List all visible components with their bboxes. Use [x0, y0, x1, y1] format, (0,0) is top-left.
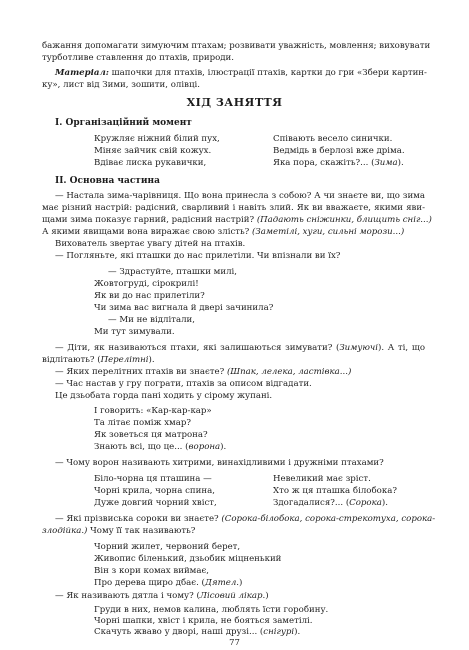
- p4-answer-2: Перелітні: [100, 355, 149, 365]
- poem2-line-2: Жовтогруді, сірокрилі!: [94, 279, 199, 289]
- poem4-right-3: [273, 497, 388, 509]
- poem4-left-2: Чорні крила, чорна спина,: [94, 486, 215, 496]
- poem3-close: ).: [220, 442, 227, 452]
- p3-line: — Погляньте, які пташки до нас прилетіли. Чи впізнали ви їх?: [55, 251, 341, 261]
- p9-text-a: — Які прізвиська сороки ви знаєте?: [55, 514, 222, 524]
- p5-answer: (Шпак, лелека, ластівка...): [226, 367, 352, 377]
- intro-line-1: бажання допомагати зимуючим птахам; розвивати уважність, мовлення; виховувати: [42, 41, 431, 51]
- materials-line-2: ку», лист від Зими, зошити, олівці.: [42, 80, 200, 90]
- poem4-left-1: Біло-чорна ця пташина —: [94, 474, 212, 484]
- p7-line: Це дзьобата горда пані ходить у сірому жупані.: [55, 391, 273, 401]
- poem6-line-2: Чорні шапки, хвіст і крила, не бояться заметілі.: [94, 616, 313, 626]
- p4-text-d: ).: [148, 355, 155, 365]
- poem5-close: .): [236, 578, 243, 588]
- poem5-line-4: [94, 577, 242, 589]
- poem2-line-3: Як ви до нас прилетіли?: [94, 291, 205, 301]
- p1-line-2: має різний настрій: радісний, сварливий і навіть злий. Як ви вважаєте, якими яви-: [42, 203, 425, 213]
- p2-line: Вихователь звертає увагу дітей на птахів.: [55, 239, 246, 249]
- poem1-answer: Зима: [374, 158, 398, 168]
- poem5-line-1: Чорний жилет, червоний берет,: [94, 542, 241, 552]
- p10-text: — Як називають дятла і чому? (: [55, 591, 200, 601]
- p1-answer-2: (Заметілі, хуги, сильні морози...): [252, 227, 405, 237]
- poem4-answer: Сорока: [349, 498, 382, 508]
- poem2-line-1: — Здрастуйте, пташки милі,: [108, 267, 238, 277]
- p1-line-1: — Настала зима-чарівниця. Що вона принесла з собою? А чи знаєте ви, що зима: [55, 191, 425, 201]
- poem5-answer: Дятел: [204, 578, 237, 588]
- poem1-right-1: Співають весело синички.: [273, 134, 393, 144]
- poem4-left-3: Дуже довгий чорний хвіст,: [94, 498, 217, 508]
- p9-line-1: [55, 513, 436, 525]
- poem5-line-2: Живопис біленький, дзьобик міцненький: [94, 554, 282, 564]
- p9-answer-2: злодійка.): [42, 526, 88, 536]
- p1-line-3-text: щами зима показує гарний, радісний настрій?: [42, 215, 255, 225]
- poem2-line-6: Ми тут зимували.: [94, 327, 175, 337]
- poem1-close: ).: [397, 158, 404, 168]
- p4-text-a: — Діти, як називаються птахи, які залишаються зимувати? (: [55, 343, 340, 353]
- p6-line: — Час настав у гру пограти, птахів за описом відгадати.: [55, 379, 312, 389]
- poem1-left-2: Міняє зайчик свій кожух.: [94, 146, 212, 156]
- p9-text-b: Чому її так називають?: [87, 526, 196, 536]
- p1-answer: (Падають сніжинки, блищить сніг...): [256, 215, 432, 225]
- p1-question-2: А якими явищами вона виражає свою злість?: [42, 227, 250, 237]
- page-number: 77: [229, 638, 240, 648]
- page-title: ХІД ЗАНЯТТЯ: [186, 96, 283, 109]
- p1-line-4: [42, 226, 404, 238]
- poem4-right-2: Хто ж ця пташка білобока?: [273, 486, 397, 496]
- poem2-line-5: — Ми не відлітали,: [108, 315, 196, 325]
- p1-line-3: [42, 214, 432, 226]
- p10-answer: Лісовий лікар: [199, 591, 263, 601]
- poem6-answer: снігурі: [263, 627, 295, 637]
- poem3-line-4: [94, 441, 226, 453]
- poem1-right-2: Ведмідь в берлозі вже дріма.: [273, 146, 405, 156]
- p10-close: .): [262, 591, 269, 601]
- materials-line-1: [55, 67, 425, 79]
- poem3-line-2: Та літає поміж хмар?: [94, 418, 191, 428]
- section-1-heading: I. Організаційний момент: [55, 118, 192, 128]
- p4-answer-1: Зимуючі: [339, 343, 378, 353]
- poem6-line-3: [94, 626, 300, 638]
- poem6-line-1: Груди в них, немов калина, люблять їсти горобину.: [94, 605, 329, 615]
- poem4-close: ).: [381, 498, 388, 508]
- p8-line: — Чому ворон називають хитрими, винахідливими і дружніми птахами?: [55, 458, 384, 468]
- poem2-line-4: Чи зима вас вигнала й двері зачинила?: [94, 303, 274, 313]
- p9-answer: (Сорока-білобока, сорока-стрекотуха, сорока-: [221, 514, 436, 524]
- section-2-heading: II. Основна частина: [55, 176, 160, 186]
- poem5-line-4-text: Про дерева щиро дбає. (: [94, 578, 205, 588]
- poem6-close: ).: [294, 627, 301, 637]
- intro-line-2: турботливе ставлення до птахів, природи.: [42, 53, 235, 63]
- p4-line-1: [55, 342, 425, 354]
- poem1-left-1: Кружляє ніжний білий пух,: [94, 134, 220, 144]
- poem3-line-4-text: Знають всі, що це... (: [94, 442, 189, 452]
- materials-label: Матеріал:: [55, 68, 109, 78]
- p5-line: [55, 366, 351, 378]
- p5-text: — Яких перелітних птахів ви знаєте?: [55, 367, 227, 377]
- p10-line: [55, 590, 269, 602]
- poem3-line-1: І говорить: «Кар-кар-кар»: [94, 406, 212, 416]
- poem1-right-3: [273, 157, 404, 169]
- poem4-right-1: Невеликий має зріст.: [273, 474, 371, 484]
- poem3-answer: ворона: [188, 442, 221, 452]
- p4-text-c: відлітають? (: [42, 355, 101, 365]
- poem3-line-3: Як зоветься ця матрона?: [94, 430, 208, 440]
- p9-line-2: [42, 525, 195, 537]
- poem1-right-3-text: Яка пора, скажіть?... (: [273, 158, 375, 168]
- p4-line-2: [42, 354, 155, 366]
- poem1-left-3: Вдіває лиска рукавички,: [94, 158, 207, 168]
- poem5-line-3: Він з кори комах виймає,: [94, 566, 210, 576]
- p4-text-b: ). А ті, що: [378, 343, 425, 353]
- poem6-line-3-text: Скачуть жваво у дворі, наші друзі... (: [94, 627, 264, 637]
- materials-text-1: шапочки для птахів, ілюстрації птахів, картки до гри «Збери картин-: [108, 68, 427, 78]
- poem4-right-3-text: Здогадалися?... (: [273, 498, 350, 508]
